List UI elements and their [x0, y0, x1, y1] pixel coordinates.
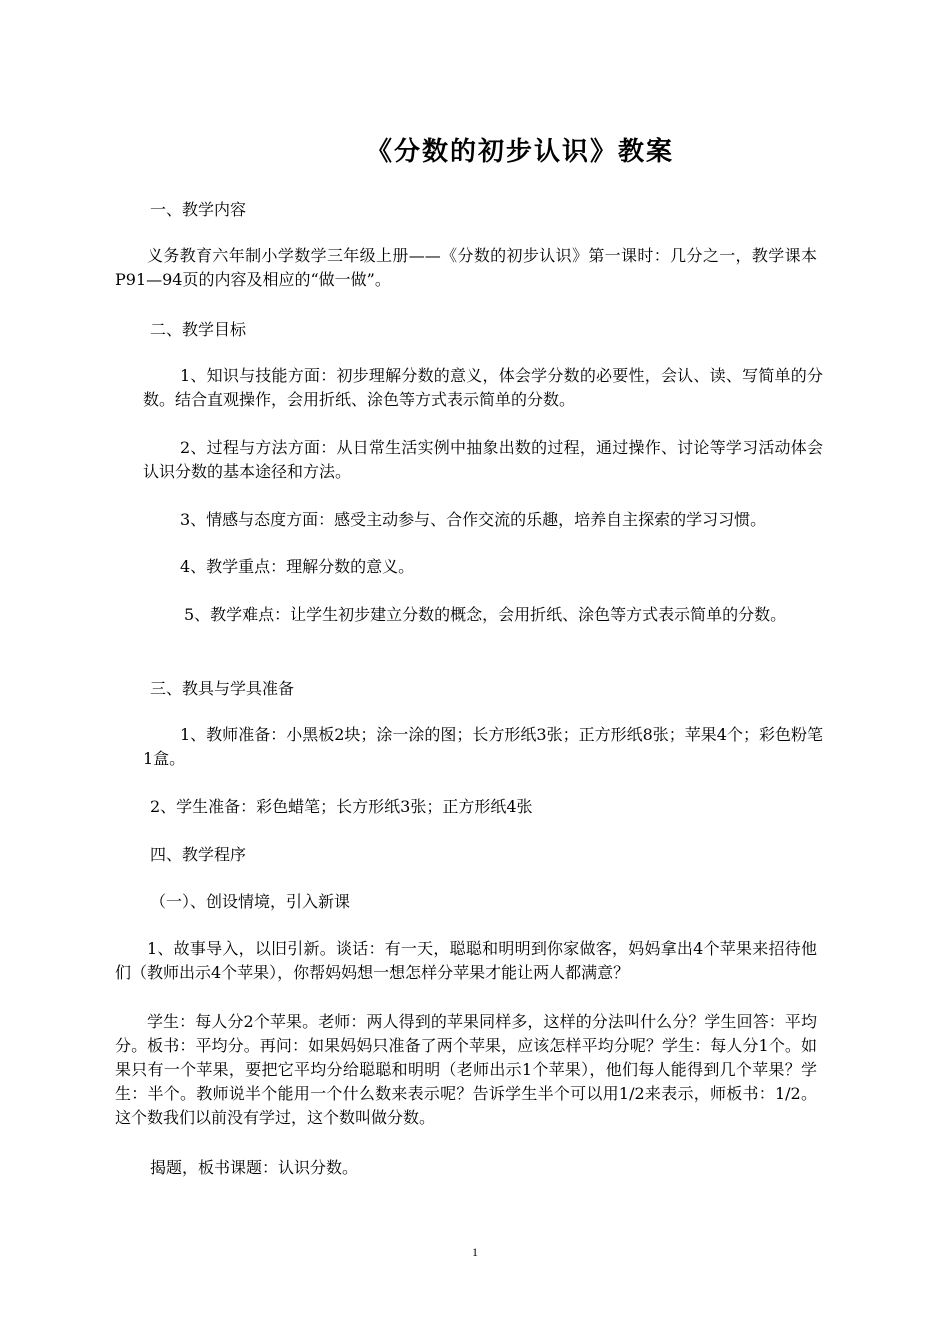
paragraph-teacher-materials: 1、教师准备：小黑板2块；涂一涂的图；长方形纸3张；正方形纸8张；苹果4个；彩色粉笔1盒。: [143, 725, 823, 768]
paragraph-teaching-content: 义务教育六年制小学数学三年级上册——《分数的初步认识》第一课时：几分之一，教学课本P91—94页的内容及相应的“做一做”。: [115, 246, 817, 289]
paragraph-topic-reveal: 揭题，板书课题：认识分数。: [150, 1158, 359, 1177]
section-heading-teaching-content: 一、教学内容: [150, 200, 247, 219]
subheading-introduction: （一）、创设情境，引入新课: [150, 892, 351, 911]
paragraph-goal-knowledge: 1、知识与技能方面：初步理解分数的意义，体会学分数的必要性，会认、读、写简单的分数。结合直观操作，会用折纸、涂色等方式表示简单的分数。: [143, 366, 823, 409]
paragraph-goal-process: 2、过程与方法方面：从日常生活实例中抽象出数的过程，通过操作、讨论等学习活动体会认识分数的基本途径和方法。: [143, 438, 823, 481]
paragraph-key-point: 4、教学重点：理解分数的意义。: [180, 557, 415, 576]
section-heading-materials: 三、教具与学具准备: [150, 679, 295, 698]
document-title: 《分数的初步认识》教案: [365, 137, 674, 167]
section-heading-procedure: 四、教学程序: [150, 845, 247, 864]
page-number: 1: [472, 1245, 478, 1259]
section-heading-teaching-goals: 二、教学目标: [150, 320, 247, 339]
paragraph-student-materials: 2、学生准备：彩色蜡笔；长方形纸3张；正方形纸4张: [150, 797, 533, 816]
paragraph-story-intro: 1、故事导入，以旧引新。谈话：有一天，聪聪和明明到你家做客，妈妈拿出4个苹果来招待他们（教师出示4个苹果），你帮妈妈想一想怎样分苹果才能让两人都满意？: [115, 939, 817, 982]
paragraph-dialogue: 学生：每人分2个苹果。老师：两人得到的苹果同样多，这样的分法叫什么分？学生回答：平均分。板书：平均分。再问：如果妈妈只准备了两个苹果，应该怎样平均分呢？学生：每人分1个。如果只有一个苹果，要把它平均分给聪聪和明明（老师出示1个苹果），他们每人能得到几个苹果？学生：半个。教师说半个能用一个什么数来表示呢？告诉学生半个可以用1/2来表示，师板书：1/2。这个数我们以前没有学过，这个数叫做分数。: [115, 1012, 817, 1127]
paragraph-goal-emotion: 3、情感与态度方面：感受主动参与、合作交流的乐趣，培养自主探索的学习习惯。: [180, 510, 767, 529]
paragraph-difficult-point: 5、教学难点：让学生初步建立分数的概念，会用折纸、涂色等方式表示简单的分数。: [184, 605, 787, 624]
